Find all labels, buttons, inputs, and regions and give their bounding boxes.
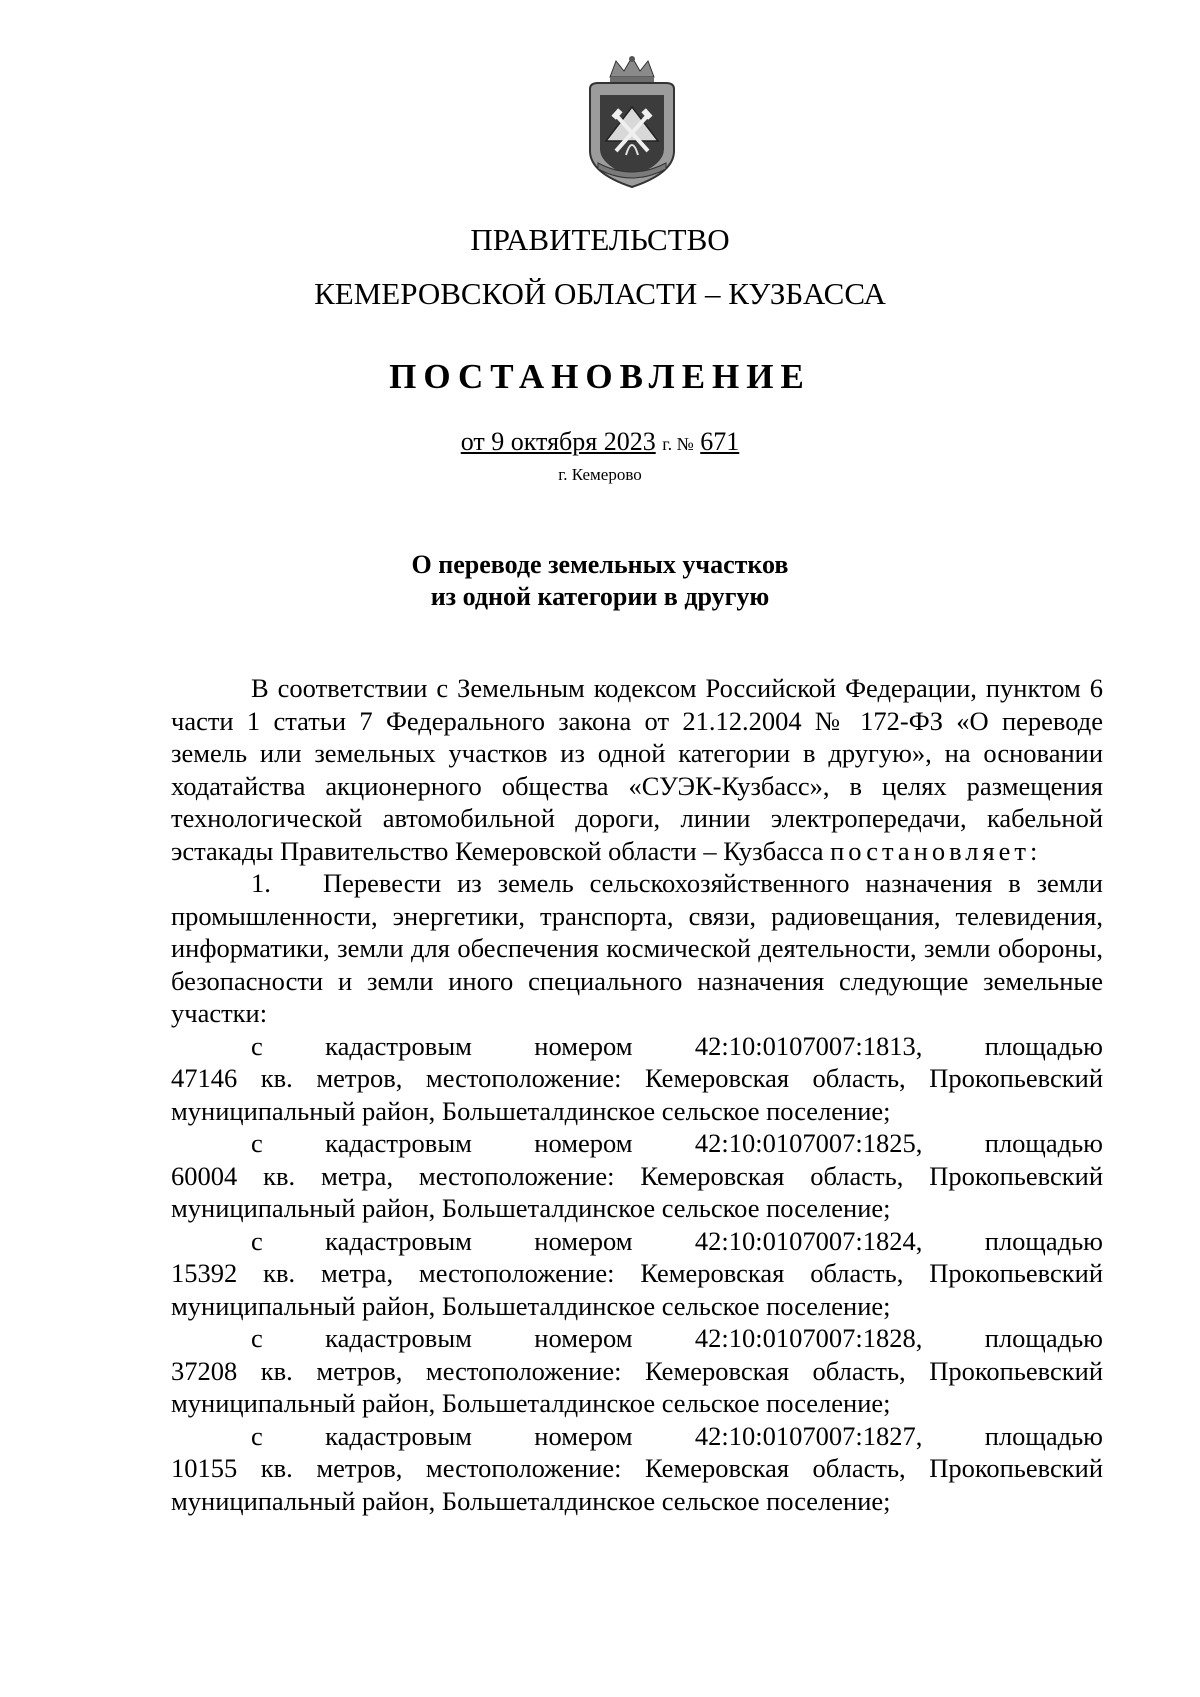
- parcel-line-head: [171, 1225, 1103, 1258]
- kuzbass-coat-of-arms-icon: [580, 55, 684, 191]
- preamble-verb: постановляет:: [830, 835, 1042, 866]
- item-1-paragraph: [171, 867, 1103, 1030]
- parcel-item: [171, 1322, 1103, 1420]
- government-title-line-2: КЕМЕРОВСКОЙ ОБЛАСТИ – КУЗБАССА: [314, 276, 886, 311]
- parcel-details: 47146 кв. метров, местоположение: Кемеровская область, Прокопьевский муниципальный район, Большеталдинское сельское поселение;: [171, 1063, 1103, 1126]
- preamble-paragraph: [171, 672, 1103, 867]
- parcel-label-area: площадью: [984, 1420, 1103, 1451]
- parcel-label-area: площадью: [984, 1128, 1103, 1158]
- decree-number-label: г. №: [662, 434, 694, 454]
- parcel-list: [171, 1030, 1103, 1518]
- parcel-item: [171, 1030, 1103, 1128]
- parcel-item: [171, 1127, 1103, 1225]
- parcel-line-head: [171, 1127, 1103, 1160]
- subject-line-2: из одной категории в другую: [430, 582, 770, 611]
- item-1-number: 1.: [251, 868, 271, 898]
- parcel-label-kad: кадастровым: [325, 1420, 472, 1451]
- parcel-label-nomer: номером: [534, 1225, 633, 1256]
- parcel-label-c: с: [251, 1420, 263, 1451]
- parcel-details: 37208 кв. метров, местоположение: Кемеровская область, Прокопьевский муниципальный район, Большеталдинское сельское поселение;: [171, 1355, 1103, 1418]
- parcel-label-area: площадью: [984, 1030, 1103, 1061]
- decree-city: г. Кемерово: [558, 465, 642, 484]
- parcel-line-head: [171, 1420, 1103, 1453]
- document-type-title: ПОСТАНОВЛЕНИЕ: [389, 357, 811, 396]
- parcel-label-area: площадью: [984, 1225, 1103, 1256]
- decree-date-number: [0, 427, 1200, 457]
- parcel-cadastral-number: 42:10:0107007:1824,: [694, 1225, 923, 1256]
- parcel-label-kad: кадастровым: [325, 1030, 472, 1061]
- parcel-label-c: с: [251, 1128, 263, 1158]
- parcel-cadastral-number: 42:10:0107007:1825,: [694, 1128, 923, 1158]
- parcel-cadastral-number: 42:10:0107007:1827,: [694, 1420, 923, 1451]
- government-title-line-1: ПРАВИТЕЛЬСТВО: [470, 222, 730, 257]
- parcel-label-nomer: номером: [534, 1323, 633, 1353]
- decree-date: от 9 октября 2023: [460, 427, 656, 456]
- parcel-item: [171, 1420, 1103, 1518]
- preamble-text: В соответствии с Земельным кодексом Российской Федерации, пунктом 6 части 1 статьи 7 Федерального закона от 21.12.2004 № 172-ФЗ «О переводе земель или земельных участков из одной категории в другую», на основании ходатайства акционерного общества «СУЭК-Кузбасс», в целях размещения технологической автомобильной дороги, линии электропередачи, кабельной эстакады Правительство Кемеровской области – Кузбасса: [171, 673, 1103, 866]
- parcel-label-nomer: номером: [534, 1420, 633, 1451]
- parcel-label-kad: кадастровым: [325, 1225, 472, 1256]
- parcel-label-kad: кадастровым: [325, 1323, 472, 1353]
- parcel-label-c: с: [251, 1030, 263, 1061]
- parcel-details: 60004 кв. метра, местоположение: Кемеровская область, Прокопьевский муниципальный район, Большеталдинское сельское поселение;: [171, 1160, 1103, 1223]
- parcel-label-c: с: [251, 1225, 263, 1256]
- document-body: [171, 672, 1103, 1517]
- parcel-details: 15392 кв. метра, местоположение: Кемеровская область, Прокопьевский муниципальный район, Большеталдинское сельское поселение;: [171, 1258, 1103, 1321]
- decree-number: 671: [700, 427, 740, 456]
- item-1-text: Перевести из земель сельскохозяйственного назначения в земли промышленности, энергетики, транспорта, связи, радиовещания, телевидения, информатики, земли для обеспечения космической деятельности, земли обороны, безопасности и земли иного специального назначения следующие земельные участки:: [171, 868, 1103, 1028]
- parcel-line-head: [171, 1030, 1103, 1063]
- subject-line-1: О переводе земельных участков: [411, 550, 789, 579]
- parcel-line-head: [171, 1322, 1103, 1355]
- parcel-label-nomer: номером: [534, 1030, 633, 1061]
- parcel-cadastral-number: 42:10:0107007:1828,: [694, 1323, 923, 1353]
- parcel-label-kad: кадастровым: [325, 1128, 472, 1158]
- parcel-label-area: площадью: [984, 1323, 1103, 1353]
- parcel-label-nomer: номером: [534, 1128, 633, 1158]
- parcel-details: 10155 кв. метров, местоположение: Кемеровская область, Прокопьевский муниципальный район, Большеталдинское сельское поселение;: [171, 1453, 1103, 1516]
- parcel-label-c: с: [251, 1323, 263, 1353]
- parcel-item: [171, 1225, 1103, 1323]
- parcel-cadastral-number: 42:10:0107007:1813,: [694, 1030, 923, 1061]
